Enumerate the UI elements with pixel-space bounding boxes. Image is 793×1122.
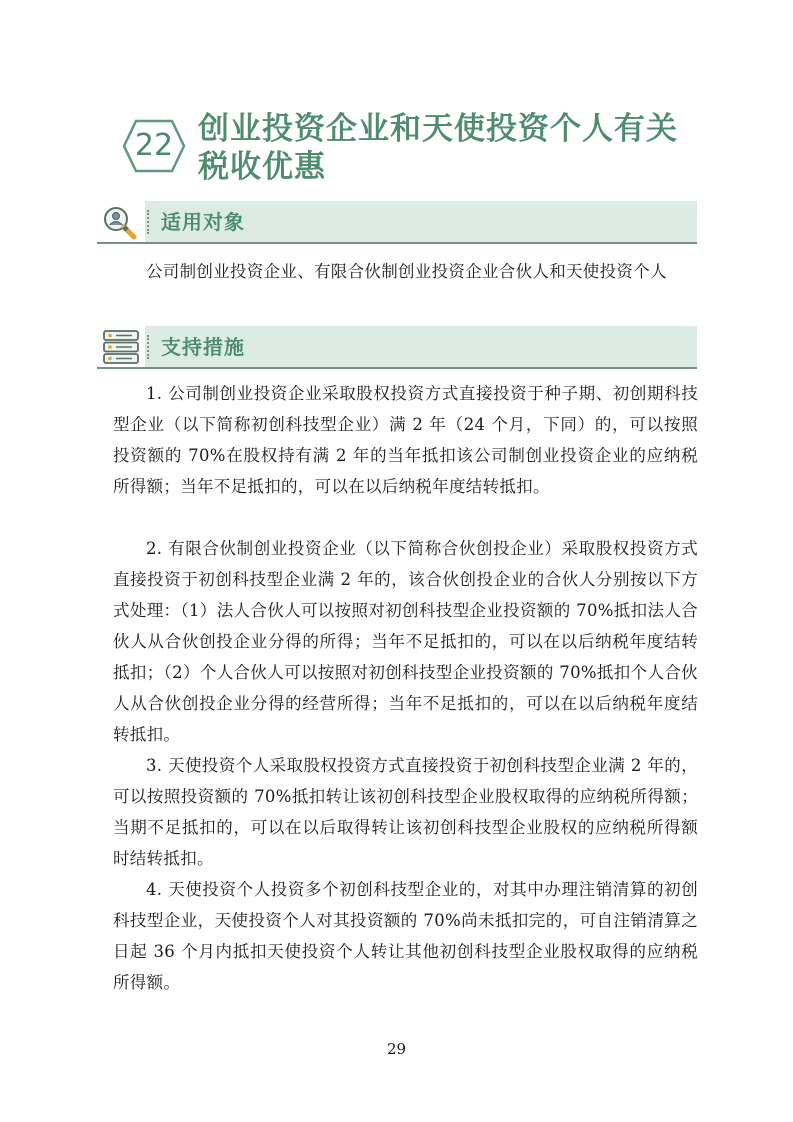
section-icon-box bbox=[97, 326, 145, 368]
section-divider bbox=[147, 210, 149, 234]
chapter-number-badge bbox=[122, 118, 186, 174]
magnifier-person-icon bbox=[101, 203, 141, 241]
paragraph: 4. 天使投资个人投资多个初创科技型企业的，对其中办理注销清算的初创科技型企业，天使投资个人对其投资额的 70%尚未抵扣完的，可自注销清算之日起 36 个月内抵扣天使投资个人转让其他初创科技型企业股权取得的应纳税所得额。 bbox=[113, 880, 698, 992]
section-title: 适用对象 bbox=[161, 210, 245, 234]
section-header-applicable bbox=[97, 201, 697, 243]
section-divider bbox=[147, 335, 149, 359]
chapter-title: 创业投资企业和天使投资个人有关税收优惠 bbox=[198, 111, 678, 185]
chapter-number: 22 bbox=[134, 128, 174, 163]
section-header-measures bbox=[97, 326, 697, 368]
server-stack-icon bbox=[101, 329, 141, 365]
section-icon-box bbox=[97, 201, 145, 243]
page-number: 29 bbox=[386, 1040, 407, 1058]
paragraph: 2. 有限合伙制创业投资企业（以下简称合伙创投企业）采取股权投资方式直接投资于初创科技型企业满 2 年的，该合伙创投企业的合伙人分别按以下方式处理：（1）法人合伙人可以按照对初创科技型企业投资额的 70%抵扣法人合伙人从合伙创投企业分得的所得；当年不足抵扣的，可以在以后纳税年度结转抵扣；（2）个人合伙人可以按照对初创科技型企业投资额的 70%抵扣个人合伙人从合伙创投企业分得的经营所得；当年不足抵扣的，可以在以后纳税年度结转抵扣。 bbox=[113, 539, 698, 744]
paragraph: 3. 天使投资个人采取股权投资方式直接投资于初创科技型企业满 2 年的，可以按照投资额的 70%抵扣转让该初创科技型企业股权取得的应纳税所得额；当期不足抵扣的，可以在以后取得转让该初创科技型企业股权的应纳税所得额时结转抵扣。 bbox=[113, 756, 698, 868]
section-title: 支持措施 bbox=[161, 335, 245, 359]
paragraph: 1. 公司制创业投资企业采取股权投资方式直接投资于种子期、初创期科技型企业（以下简称初创科技型企业）满 2 年（24 个月，下同）的，可以按照投资额的 70%在股权持有满 2 年的当年抵扣该公司制创业投资企业的应纳税所得额；当年不足抵扣的，可以在以后纳税年度结转抵扣。 bbox=[113, 384, 698, 496]
section-underline bbox=[97, 242, 697, 244]
section-underline bbox=[97, 367, 697, 369]
paragraph: 公司制创业投资企业、有限合伙制创业投资企业合伙人和天使投资个人 bbox=[146, 262, 667, 281]
